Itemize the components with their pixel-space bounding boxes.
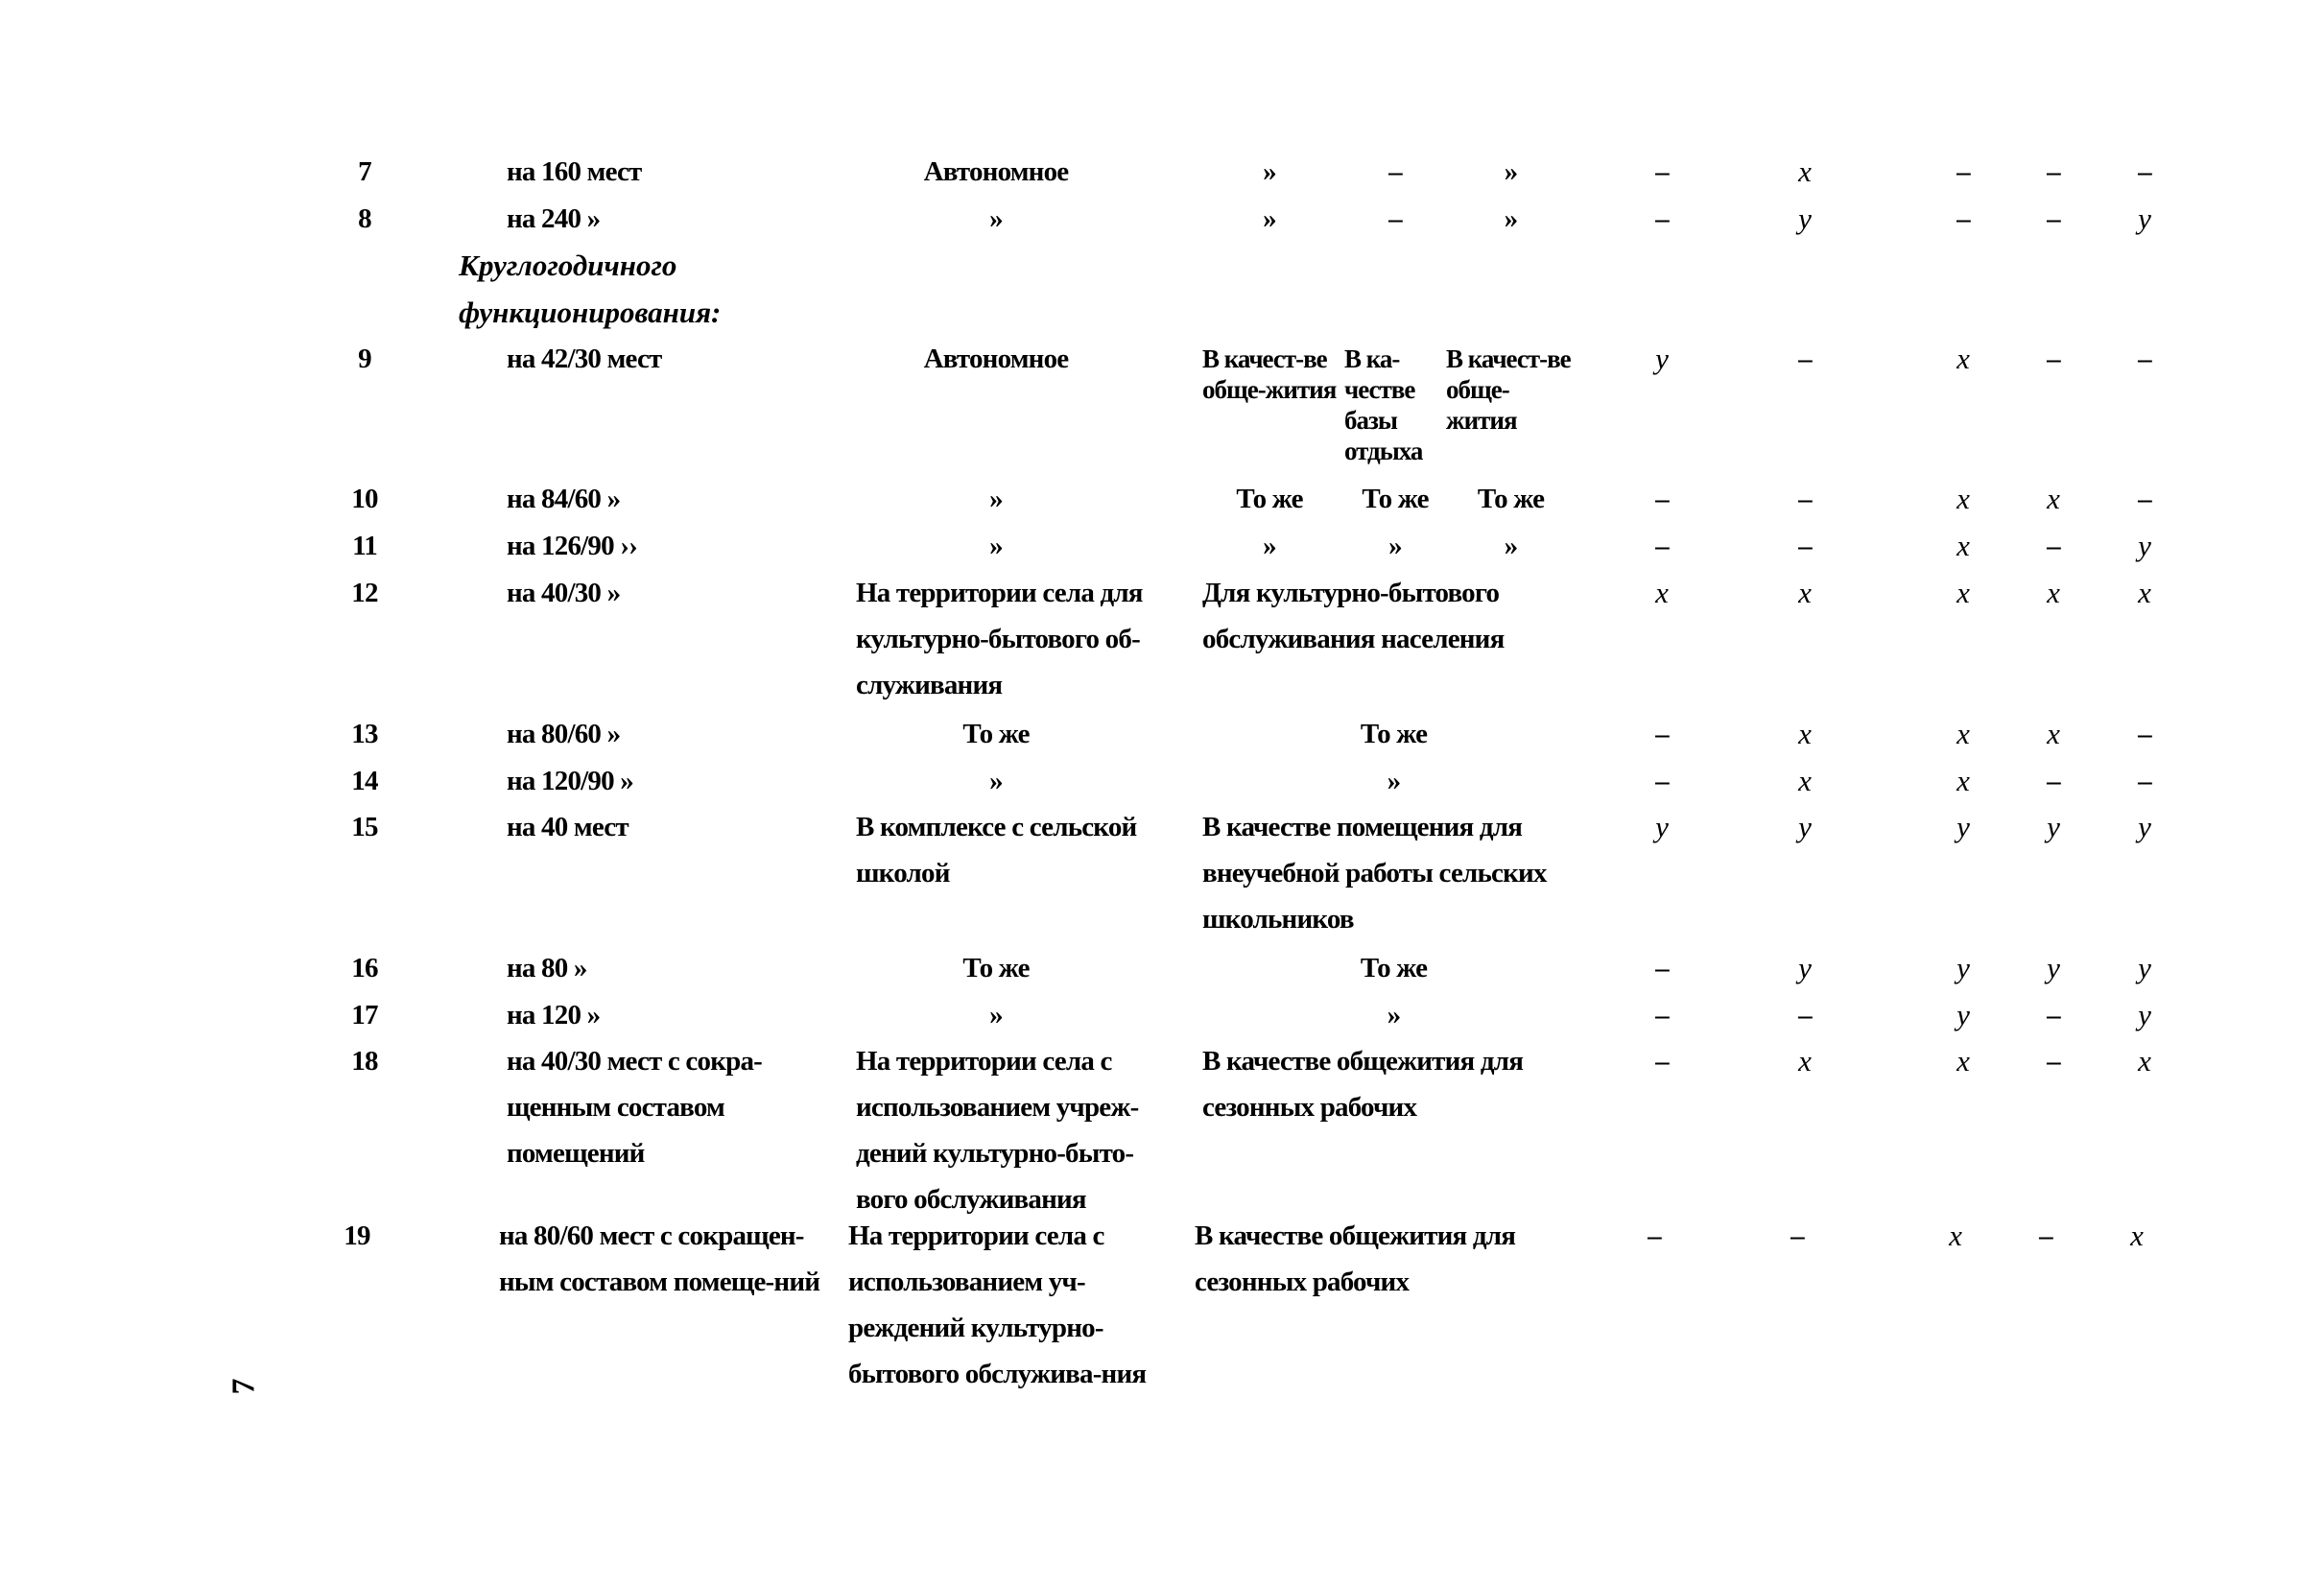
capacity-cell: на 160 мест <box>507 156 642 187</box>
mark-col-1: – <box>1655 1000 1669 1030</box>
row-number: 13 <box>351 719 378 749</box>
mark-col-1: – <box>1655 1046 1669 1077</box>
mark-col-2: y <box>1798 951 1812 984</box>
mark-col-3: x <box>1949 1219 1962 1252</box>
mark-col-1: – <box>1655 156 1669 187</box>
placement-cell: » <box>989 1000 1003 1030</box>
mark-col-2: – <box>1798 343 1812 374</box>
mark-col-5: – <box>2138 766 2151 796</box>
mark-col-5: y <box>2138 951 2151 984</box>
row-number: 12 <box>351 578 378 608</box>
mark-col-4: y <box>2047 951 2060 984</box>
mark-col-4: y <box>2047 810 2060 843</box>
mark-col-1: y <box>1655 342 1669 375</box>
placement-cell: Автономное <box>923 156 1069 187</box>
use-cell: В качестве общежития для сезонных рабочих <box>1195 1220 1516 1297</box>
mark-col-4: x <box>2047 482 2060 515</box>
mark-col-4: – <box>2047 531 2060 561</box>
capacity-cell: на 40/30 » <box>507 578 621 608</box>
mark-col-3: x <box>1956 342 1970 375</box>
placement-cell: » <box>989 531 1003 561</box>
mark-col-2: – <box>1798 1000 1812 1030</box>
mark-col-3: y <box>1956 810 1970 843</box>
capacity-cell: на 80/60 мест с сокращен-ным составом помеще-ний <box>499 1220 820 1297</box>
placement-cell: Автономное <box>923 343 1069 374</box>
placement-cell: На территории села с использованием уч-реждений культурно-бытового обслужива-ния <box>848 1220 1147 1389</box>
capacity-cell: на 80 » <box>507 953 587 983</box>
use-cell-3: » <box>1504 203 1518 234</box>
capacity-cell: на 240 » <box>507 203 601 234</box>
mark-col-1: – <box>1648 1220 1661 1251</box>
use-cell-2: В ка-честве базы отдыха <box>1344 344 1423 465</box>
capacity-cell: на 40/30 мест с сокра-щенным составом помещений <box>507 1046 762 1169</box>
use-cell-3: В качест-ве обще-жития <box>1446 344 1571 435</box>
placement-cell: » <box>989 203 1003 234</box>
row-number: 8 <box>358 203 371 234</box>
section-heading-line-1: Круглогодичного <box>459 249 677 282</box>
row-number: 18 <box>351 1046 378 1077</box>
mark-col-1: – <box>1655 484 1669 514</box>
use-cell: Для культурно-бытового обслуживания населения <box>1202 578 1505 654</box>
mark-col-4: – <box>2047 766 2060 796</box>
mark-col-3: x <box>1956 1044 1970 1078</box>
use-cell-2: То же <box>1362 484 1429 514</box>
row-number: 11 <box>352 531 377 561</box>
placement-cell: » <box>989 484 1003 514</box>
mark-col-3: x <box>1956 717 1970 750</box>
row-number: 17 <box>351 1000 378 1030</box>
placement-cell: То же <box>962 953 1030 983</box>
use-cell-3: » <box>1504 156 1518 187</box>
mark-col-4: – <box>2047 343 2060 374</box>
mark-col-1: – <box>1655 953 1669 983</box>
mark-col-1: – <box>1655 766 1669 796</box>
mark-col-5: – <box>2138 719 2151 749</box>
mark-col-2: x <box>1798 764 1812 797</box>
page-number: 7 <box>225 1378 262 1395</box>
mark-col-1: – <box>1655 531 1669 561</box>
mark-col-5: y <box>2138 529 2151 562</box>
mark-col-2: – <box>1798 484 1812 514</box>
row-number: 19 <box>344 1220 370 1251</box>
mark-col-3: x <box>1956 764 1970 797</box>
row-number: 7 <box>358 156 371 187</box>
use-cell-3: То же <box>1477 484 1545 514</box>
row-number: 14 <box>351 766 378 796</box>
capacity-cell: на 126/90 ›› <box>507 531 637 561</box>
mark-col-2: x <box>1798 154 1812 188</box>
mark-col-5: y <box>2138 201 2151 235</box>
capacity-cell: на 42/30 мест <box>507 343 662 374</box>
row-number: 15 <box>351 812 378 842</box>
mark-col-5: x <box>2138 1044 2151 1078</box>
section-heading-line-2: функционирования: <box>459 296 722 329</box>
placement-cell: На территории села с использованием учреж-дений культурно-быто-вого обслуживания <box>856 1046 1139 1215</box>
mark-col-5: x <box>2130 1219 2144 1252</box>
mark-col-4: – <box>2047 156 2060 187</box>
use-cell: То же <box>1360 953 1428 983</box>
mark-col-1: x <box>1655 576 1669 609</box>
mark-col-3: x <box>1956 529 1970 562</box>
mark-col-4: x <box>2047 717 2060 750</box>
capacity-cell: на 40 мест <box>507 812 628 842</box>
use-cell-2: – <box>1388 156 1402 187</box>
mark-col-3: y <box>1956 951 1970 984</box>
capacity-cell: на 120 » <box>507 1000 601 1030</box>
capacity-cell: на 84/60 » <box>507 484 621 514</box>
placement-cell: В комплексе с сельской школой <box>856 812 1137 888</box>
use-cell-3: » <box>1504 531 1518 561</box>
mark-col-2: – <box>1798 531 1812 561</box>
mark-col-3: x <box>1956 482 1970 515</box>
use-cell-1: » <box>1263 203 1276 234</box>
mark-col-5: x <box>2138 576 2151 609</box>
use-cell: То же <box>1360 719 1428 749</box>
mark-col-2: x <box>1798 576 1812 609</box>
mark-col-1: – <box>1655 719 1669 749</box>
mark-col-3: – <box>1956 156 1970 187</box>
mark-col-5: y <box>2138 810 2151 843</box>
placement-cell: То же <box>962 719 1030 749</box>
mark-col-1: y <box>1655 810 1669 843</box>
mark-col-2: y <box>1798 810 1812 843</box>
mark-col-2: x <box>1798 1044 1812 1078</box>
use-cell-2: » <box>1388 531 1402 561</box>
use-cell-1: То же <box>1236 484 1303 514</box>
use-cell: » <box>1387 1000 1401 1030</box>
use-cell: В качестве общежития для сезонных рабочих <box>1202 1046 1524 1123</box>
use-cell-1: » <box>1263 531 1276 561</box>
mark-col-4: – <box>2047 1000 2060 1030</box>
mark-col-4: – <box>2047 203 2060 234</box>
mark-col-1: – <box>1655 203 1669 234</box>
capacity-cell: на 120/90 » <box>507 766 633 796</box>
use-cell: В качестве помещения для внеучебной работы сельских школьников <box>1202 812 1547 935</box>
use-cell-2: – <box>1388 203 1402 234</box>
mark-col-4: – <box>2047 1046 2060 1077</box>
mark-col-3: x <box>1956 576 1970 609</box>
mark-col-2: x <box>1798 717 1812 750</box>
mark-col-3: – <box>1956 203 1970 234</box>
use-cell-1: В качест-ве обще-жития <box>1202 344 1337 404</box>
mark-col-2: y <box>1798 201 1812 235</box>
mark-col-5: – <box>2138 156 2151 187</box>
placement-cell: На территории села для культурно-бытового об-служивания <box>856 578 1143 700</box>
row-number: 9 <box>358 343 371 374</box>
mark-col-3: y <box>1956 998 1970 1031</box>
mark-col-4: – <box>2039 1220 2052 1251</box>
mark-col-4: x <box>2047 576 2060 609</box>
row-number: 16 <box>351 953 378 983</box>
placement-cell: » <box>989 766 1003 796</box>
mark-col-5: – <box>2138 484 2151 514</box>
capacity-cell: на 80/60 » <box>507 719 621 749</box>
mark-col-5: – <box>2138 343 2151 374</box>
use-cell-1: » <box>1263 156 1276 187</box>
mark-col-2: – <box>1790 1220 1804 1251</box>
use-cell: » <box>1387 766 1401 796</box>
row-number: 10 <box>351 484 378 514</box>
mark-col-5: y <box>2138 998 2151 1031</box>
